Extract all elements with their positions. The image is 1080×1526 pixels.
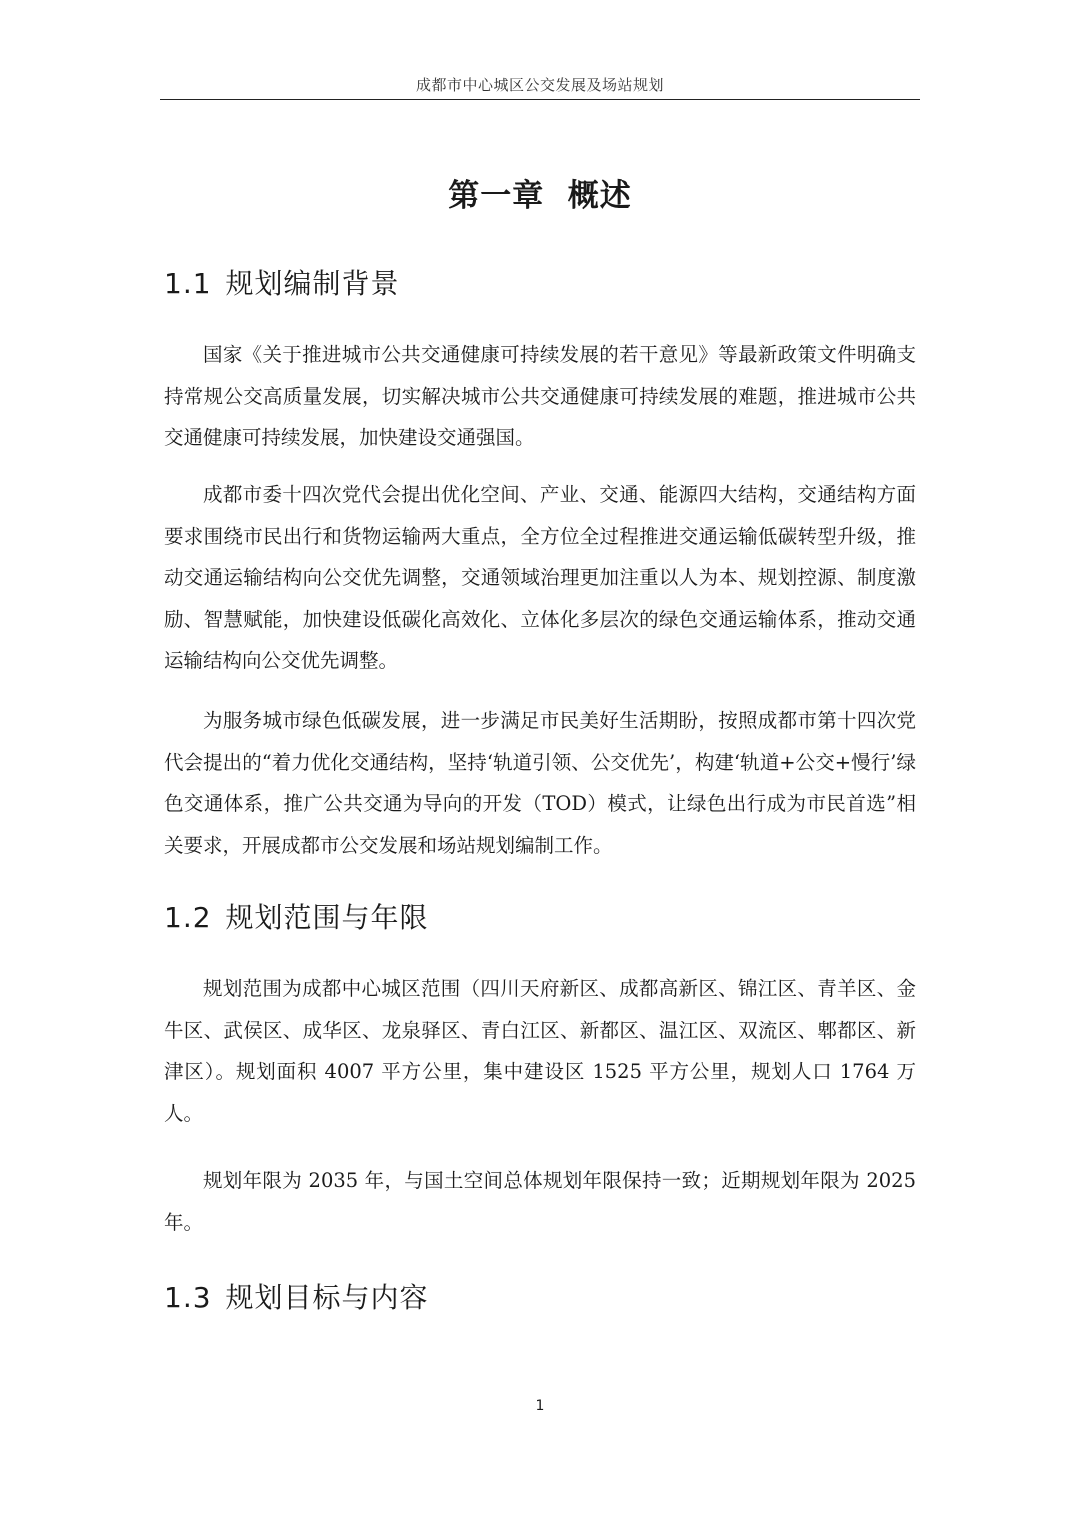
- section-number: 1.2: [164, 901, 212, 934]
- chapter-title: 第一章 概述: [448, 178, 632, 214]
- section-heading-1-3: [164, 1276, 429, 1316]
- section-number: 1.3: [164, 1281, 212, 1314]
- section-title: 规划编制背景: [225, 267, 400, 300]
- section-heading-1-1: [164, 262, 400, 302]
- running-header: 成都市中心城区公交发展及场站规划: [415, 76, 664, 94]
- paragraph: 为服务城市绿色低碳发展，进一步满足市民美好生活期盼，按照成都市第十四次党代会提出的“着力优化交通结构，坚持‘轨道引领、公交优先’，构建‘轨道+公交+慢行’绿色交通体系，推广公共交通为导向的开发（TOD）模式，让绿色出行成为市民首选”相关要求，开展成都市公交发展和场站规划编制工作。: [164, 709, 916, 857]
- section-heading-1-2: [164, 896, 429, 936]
- paragraph: 规划年限为 2035 年，与国土空间总体规划年限保持一致；近期规划年限为 2025 年。: [164, 1169, 916, 1234]
- section-title: 规划目标与内容: [225, 1281, 429, 1314]
- paragraph: 规划范围为成都中心城区范围（四川天府新区、成都高新区、锦江区、青羊区、金牛区、武侯区、成华区、龙泉驿区、青白江区、新都区、温江区、双流区、郫都区、新津区）。规划面积 4007 平方公里，集中建设区 1525 平方公里，规划人口 1764 万人。: [164, 977, 916, 1125]
- paragraph: 国家《关于推进城市公共交通健康可持续发展的若干意见》等最新政策文件明确支持常规公交高质量发展，切实解决城市公共交通健康可持续发展的难题，推进城市公共交通健康可持续发展，加快建设交通强国。: [164, 343, 916, 449]
- page-number: 1: [535, 1398, 545, 1414]
- header-divider: [160, 99, 920, 100]
- paragraph: 成都市委十四次党代会提出优化空间、产业、交通、能源四大结构，交通结构方面要求围绕市民出行和货物运输两大重点，全方位全过程推进交通运输低碳转型升级，推动交通运输结构向公交优先调整，交通领域治理更加注重以人为本、规划控源、制度激励、智慧赋能，加快建设低碳化高效化、立体化多层次的绿色交通运输体系，推动交通运输结构向公交优先调整。: [164, 483, 916, 672]
- section-title: 规划范围与年限: [225, 901, 429, 934]
- section-number: 1.1: [164, 267, 212, 300]
